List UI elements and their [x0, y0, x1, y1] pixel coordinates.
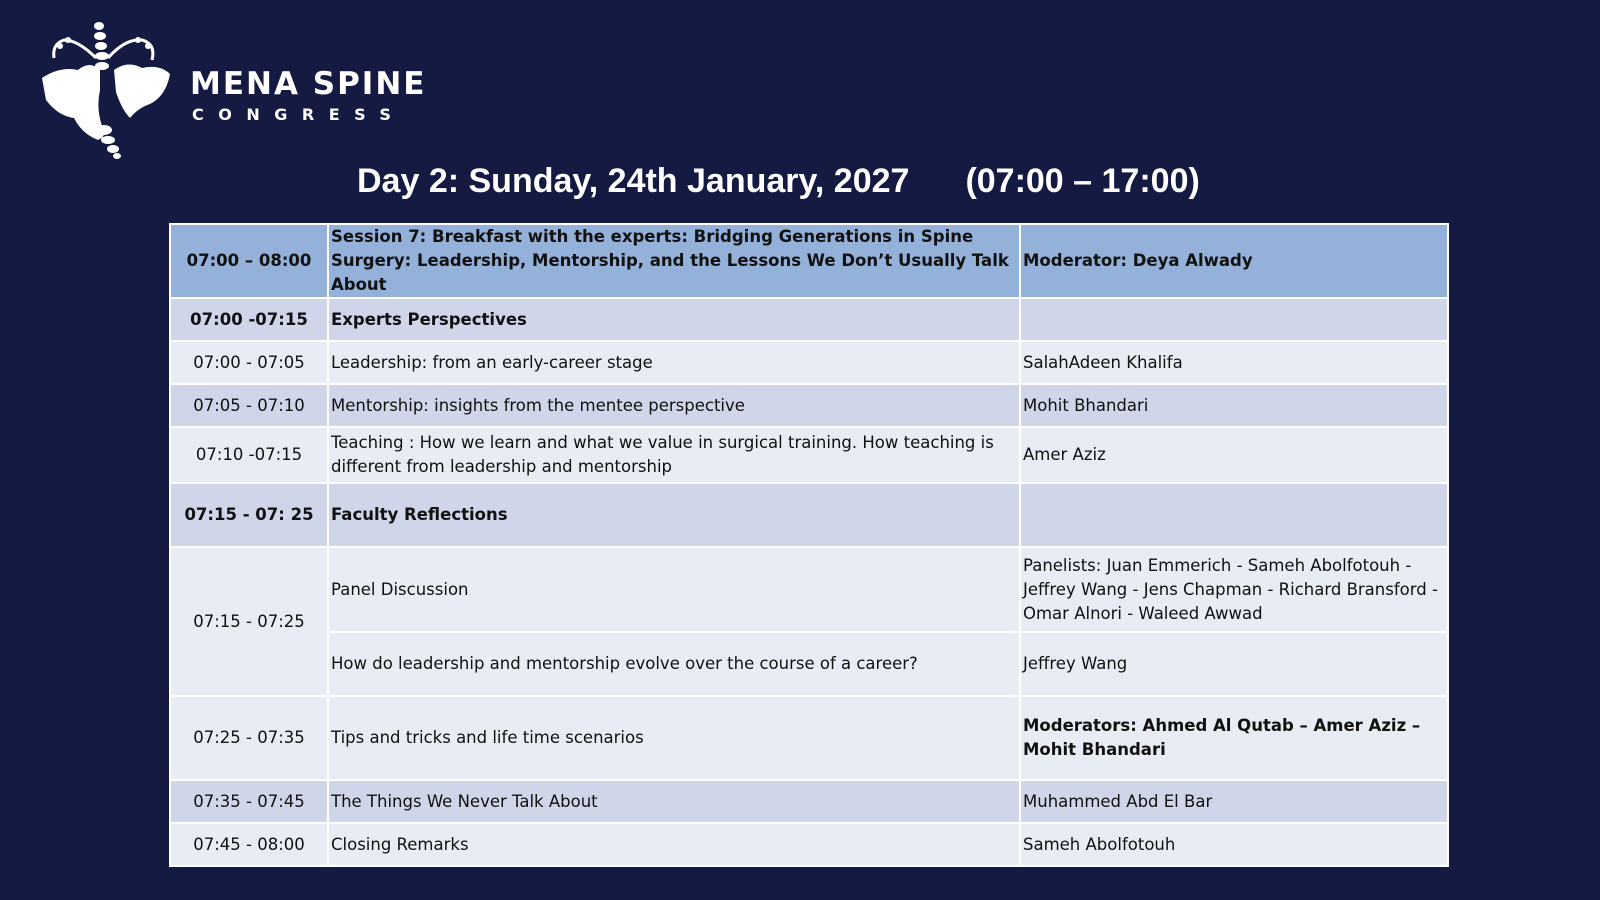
day-date: Day 2: Sunday, 24th January, 2027 [357, 162, 910, 200]
table-row [170, 384, 1448, 427]
table-row [170, 427, 1448, 483]
row-speaker: Jeffrey Wang [1020, 632, 1448, 696]
row-speaker [1020, 298, 1448, 341]
session-moderator: Moderator: Deya Alwady [1020, 224, 1448, 298]
table-row [170, 483, 1448, 547]
table-row [170, 632, 1448, 696]
row-speaker: SalahAdeen Khalifa [1020, 341, 1448, 384]
row-topic: Closing Remarks [328, 823, 1020, 866]
row-topic: Tips and tricks and life time scenarios [328, 696, 1020, 780]
row-speaker [1020, 483, 1448, 547]
row-speaker: Sameh Abolfotouh [1020, 823, 1448, 866]
row-speaker: Mohit Bhandari [1020, 384, 1448, 427]
row-time: 07:25 - 07:35 [170, 696, 328, 780]
row-speaker: Moderators: Ahmed Al Qutab – Amer Aziz – Mohit Bhandari [1020, 696, 1448, 780]
day-hours: (07:00 – 17:00) [965, 162, 1200, 200]
table-row [170, 823, 1448, 866]
row-speaker: Amer Aziz [1020, 427, 1448, 483]
row-speaker: Muhammed Abd El Bar [1020, 780, 1448, 823]
brand-name: MENA SPINE [190, 66, 427, 102]
row-time: 07:15 - 07: 25 [170, 483, 328, 547]
row-topic: How do leadership and mentorship evolve over the course of a career? [328, 632, 1020, 696]
session-title: Session 7: Breakfast with the experts: Bridging Generations in Spine Surgery: Leadership, Mentorship, and the Lessons We Don’t Usually Talk About [328, 224, 1020, 298]
row-time: 07:35 - 07:45 [170, 780, 328, 823]
row-time: 07:15 - 07:25 [170, 547, 328, 696]
page-title [357, 162, 1200, 201]
session-time: 07:00 – 08:00 [170, 224, 328, 298]
table-row [170, 298, 1448, 341]
row-topic: Faculty Reflections [328, 483, 1020, 547]
row-speaker: Panelists: Juan Emmerich - Sameh Abolfotouh - Jeffrey Wang - Jens Chapman - Richard Bransford - Omar Alnori - Waleed Awwad [1020, 547, 1448, 632]
row-topic: Panel Discussion [328, 547, 1020, 632]
row-time: 07:10 -07:15 [170, 427, 328, 483]
agenda-table [169, 223, 1449, 867]
table-row [170, 780, 1448, 823]
row-time: 07:45 - 08:00 [170, 823, 328, 866]
row-topic: Teaching : How we learn and what we value in surgical training. How teaching is different from leadership and mentorship [328, 427, 1020, 483]
row-topic: Mentorship: insights from the mentee perspective [328, 384, 1020, 427]
spine-emblem-icon [38, 18, 178, 160]
row-topic: Experts Perspectives [328, 298, 1020, 341]
row-time: 07:00 -07:15 [170, 298, 328, 341]
table-row [170, 547, 1448, 632]
session-header-row [170, 224, 1448, 298]
brand-subtitle: CONGRESS [192, 105, 406, 124]
row-time: 07:05 - 07:10 [170, 384, 328, 427]
row-topic: The Things We Never Talk About [328, 780, 1020, 823]
table-row [170, 696, 1448, 780]
table-row [170, 341, 1448, 384]
mena-spine-logo [38, 18, 427, 158]
row-topic: Leadership: from an early-career stage [328, 341, 1020, 384]
row-time: 07:00 - 07:05 [170, 341, 328, 384]
